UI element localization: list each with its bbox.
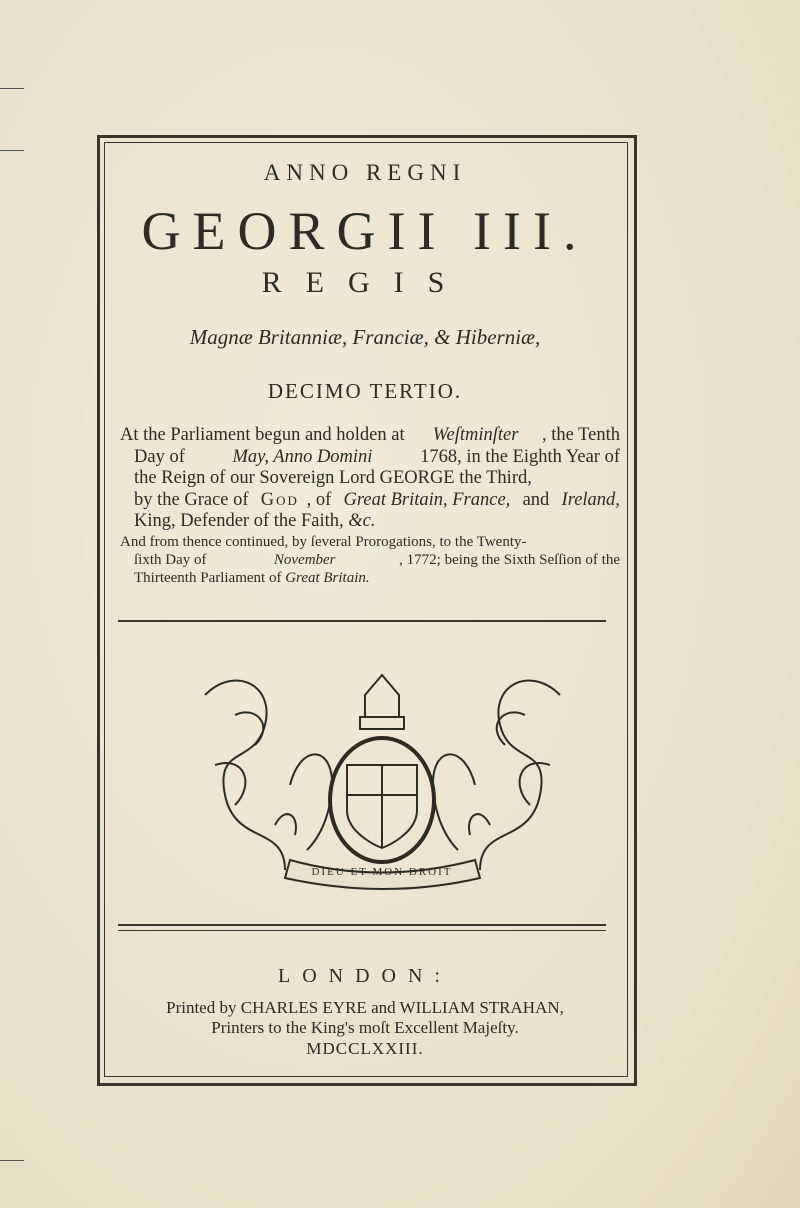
text-segment: , 1772; being the Sixth Seſſion of the: [399, 552, 620, 568]
text-line: [120, 569, 620, 587]
text-line: [120, 533, 620, 551]
text-line: [120, 425, 620, 447]
text-segment: the Reign of our Sovereign Lord GEORGE the Third,: [134, 468, 532, 488]
motto-ribbon-text: DIEU ET MON DROIT: [311, 866, 453, 878]
text-segment: At the Parliament begun and holden at: [120, 425, 410, 445]
margin-mark: [0, 150, 24, 151]
text-segment: 1768, in the Eighth Year of: [415, 446, 620, 467]
text-segment: Great Britain, France,: [343, 489, 511, 510]
text-segment: November: [273, 552, 336, 568]
imprint-city: LONDON:: [278, 965, 452, 987]
text-segment: , of: [306, 489, 336, 510]
imprint-year: MDCCLXXIII.: [306, 1039, 424, 1058]
double-rule-top: [118, 924, 606, 926]
georgii-title: GEORGII III.: [141, 201, 589, 261]
text-segment: Ireland,: [561, 489, 620, 510]
imprint-printers-to-king: Printers to the King's moſt Excellent Majeſty.: [211, 1018, 519, 1037]
imprint-printers: Printed by CHARLES EYRE and WILLIAM STRAHAN,: [166, 998, 564, 1017]
magnae-britanniae-line: Magnæ Britanniæ, Franciæ, & Hiberniæ,: [189, 325, 541, 349]
text-segment: by the Grace of: [134, 489, 254, 510]
prorogation-paragraph: [120, 533, 620, 587]
double-rule-bottom: [118, 930, 606, 931]
text-segment: May, Anno Domini: [232, 446, 373, 467]
text-segment: ſixth Day of: [134, 552, 211, 568]
text-line: [120, 511, 620, 533]
text-segment: King, Defender of the Faith,: [134, 511, 349, 531]
text-segment: &c.: [348, 511, 376, 531]
parliament-paragraph: [120, 425, 620, 533]
text-line: [120, 468, 620, 490]
text-segment: Great Britain.: [285, 570, 370, 586]
text-segment: And from thence continued, by ſeveral Prorogations, to the Twenty-: [120, 534, 527, 550]
decimo-tertio: DECIMO TERTIO.: [267, 379, 463, 403]
margin-mark: [0, 1160, 24, 1161]
regis: REGIS: [261, 266, 469, 299]
text-line: [120, 447, 620, 469]
text-segment: and: [517, 489, 554, 510]
text-segment: Weſtminſter: [432, 425, 519, 445]
royal-coat-of-arms-image: [195, 655, 570, 890]
anno-regni: ANNO REGNI: [263, 160, 467, 185]
text-line: [120, 490, 620, 512]
text-line: [120, 551, 620, 569]
divider-rule: [118, 620, 606, 622]
text-segment: , the Tenth: [541, 425, 620, 445]
text-segment: Day of: [134, 446, 190, 467]
text-segment: God: [260, 489, 299, 510]
margin-mark: [0, 88, 24, 89]
text-segment: Thirteenth Parliament of: [134, 570, 286, 586]
